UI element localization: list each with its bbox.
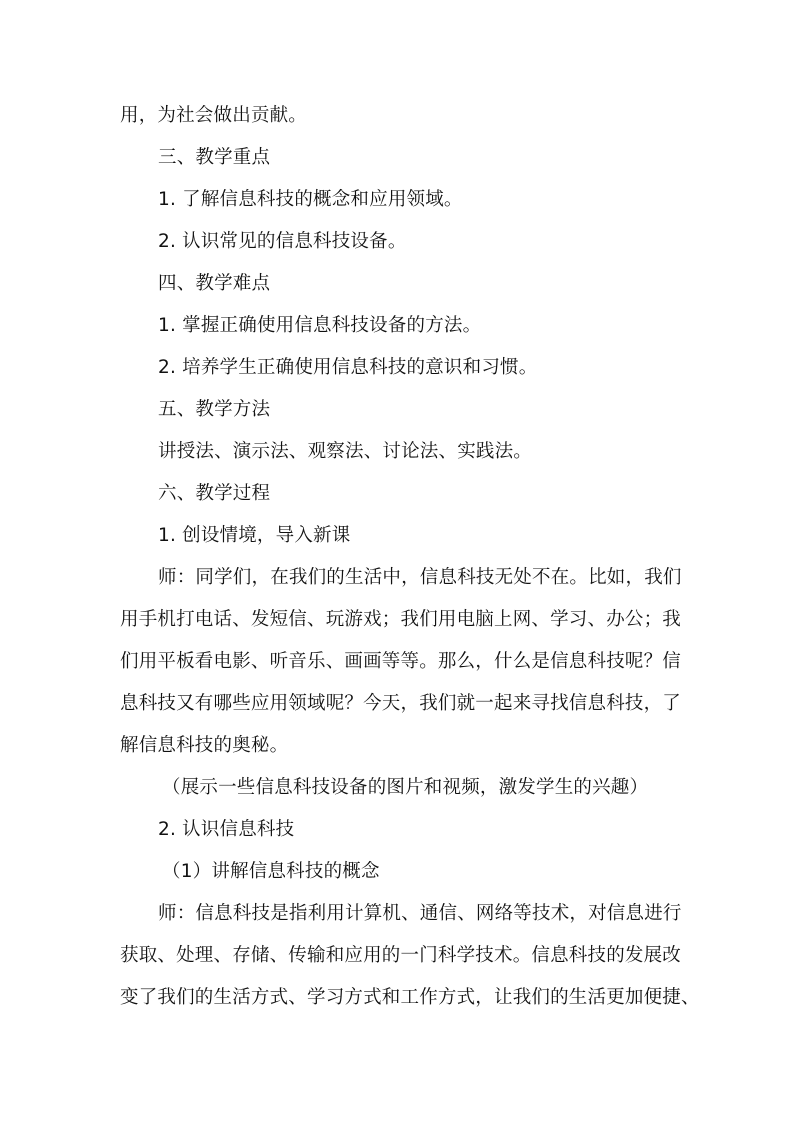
list-item: 1. 掌握正确使用信息科技设备的方法。 (158, 315, 482, 336)
section-heading: 六、教学过程 (158, 483, 271, 504)
parenthetical-note: （展示一些信息科技设备的图片和视频，激发学生的兴趣） (162, 777, 649, 798)
paragraph-line: 讲授法、演示法、观察法、讨论法、实践法。 (158, 441, 533, 462)
paragraph-line: 变了我们的生活方式、学习方式和工作方式，让我们的生活更加便捷、 (120, 987, 700, 1008)
list-item: 2. 认识常见的信息科技设备。 (158, 231, 407, 252)
subsection-heading: 2. 认识信息科技 (158, 819, 295, 840)
subsection-heading: 1. 创设情境，导入新课 (158, 525, 351, 546)
paragraph-line: 息科技又有哪些应用领域呢？今天，我们就一起来寻找信息科技，了 (120, 693, 682, 714)
paragraph-line: 用手机打电话、发短信、玩游戏；我们用电脑上网、学习、办公；我 (120, 609, 682, 630)
section-heading: 三、教学重点 (158, 147, 271, 168)
paragraph-line: 解信息科技的奥秘。 (120, 735, 289, 756)
list-item: 1. 了解信息科技的概念和应用领域。 (158, 189, 463, 210)
list-item: 2. 培养学生正确使用信息科技的意识和习惯。 (158, 357, 538, 378)
paragraph-line: 们用平板看电影、听音乐、画画等等。那么，什么是信息科技呢？信 (120, 651, 682, 672)
paragraph-line: 师：同学们，在我们的生活中，信息科技无处不在。比如，我们 (158, 567, 682, 588)
section-heading: 四、教学难点 (158, 273, 271, 294)
paragraph-line: 用，为社会做出贡献。 (120, 105, 308, 126)
paragraph-line: 获取、处理、存储、传输和应用的一门科学技术。信息科技的发展改 (120, 945, 682, 966)
paragraph-line: 师：信息科技是指利用计算机、通信、网络等技术，对信息进行 (158, 903, 682, 924)
subsection-heading: （1）讲解信息科技的概念 (162, 861, 380, 882)
section-heading: 五、教学方法 (158, 399, 271, 420)
